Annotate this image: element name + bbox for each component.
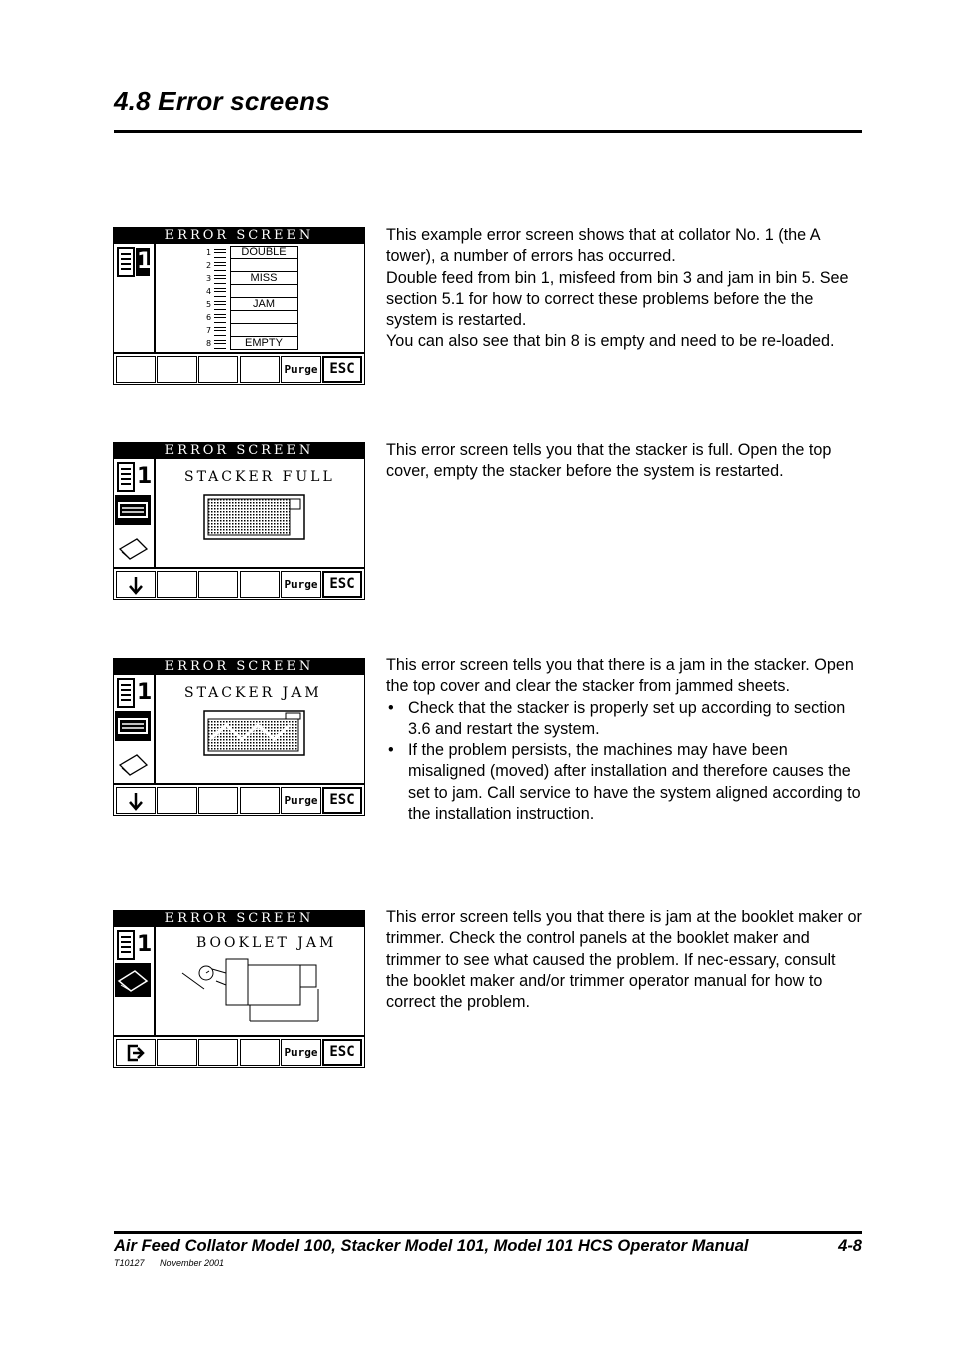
paper-sheet-icon: [115, 747, 151, 777]
esc-button[interactable]: ESC: [322, 571, 362, 598]
paragraph: This example error screen shows that at collator No. 1 (the A tower), a number of errors has occurred.: [386, 226, 820, 266]
screen-footer: [114, 352, 364, 384]
collator-number: 1: [137, 249, 153, 274]
collator-number: 1: [137, 932, 153, 957]
screen-header: ERROR SCREEN: [114, 443, 364, 459]
bin-icon: [214, 314, 226, 323]
booklet-jam-text: [386, 907, 862, 1013]
bin-number: 7: [206, 326, 212, 335]
title-rule: [114, 130, 862, 133]
stacker-full-illustration: [202, 493, 306, 541]
bin-number: 8: [206, 339, 212, 348]
exit-icon: [126, 1043, 146, 1063]
page-title: 4.8 Error screens: [114, 86, 330, 116]
stacker-icon: [115, 711, 151, 741]
bin-number: 3: [206, 274, 212, 283]
soft-key-3[interactable]: [198, 571, 238, 598]
stacker-jam-text: [386, 655, 862, 825]
bullet-item: • Check that the stacker is properly set up according to section 3.6 and restart the system.: [386, 698, 862, 741]
error-screen-booklet-jam: [113, 910, 365, 1068]
bin-row: [206, 337, 298, 350]
paragraph: You can also see that bin 8 is empty and need to be re-loaded.: [386, 332, 835, 351]
stacker-icon-selected[interactable]: [115, 495, 151, 525]
bin-row: [206, 311, 298, 324]
bin-status: [230, 259, 298, 272]
bin-status: [230, 311, 298, 324]
document-date: November 2001: [160, 1258, 225, 1268]
bin-status: [230, 324, 298, 337]
sidebar: [114, 675, 156, 783]
bin-number: 1: [206, 248, 212, 257]
bin-row: [206, 259, 298, 272]
paper-sheet-icon: [115, 531, 151, 561]
stacker-icon: [115, 495, 151, 525]
bin-row: [206, 298, 298, 311]
sidebar: [114, 244, 156, 352]
error-screen-stacker-full: [113, 442, 365, 600]
footer-rule: [114, 1231, 862, 1234]
scroll-down-button[interactable]: [116, 787, 156, 814]
collator-tower-icon[interactable]: [115, 246, 151, 276]
booklet-icon: [115, 963, 151, 997]
bin-row: [206, 285, 298, 298]
paper-icon[interactable]: [115, 531, 151, 561]
booklet-jam-label: BOOKLET JAM: [196, 935, 337, 951]
soft-key-3[interactable]: [198, 1039, 238, 1066]
bullet-item: • If the problem persists, the machines may have been misaligned (moved) after installation and therefore causes the set to jam. Call service to have the system aligned according to the installation instruction.: [386, 740, 862, 825]
soft-key-3[interactable]: [198, 787, 238, 814]
sidebar: [114, 459, 156, 567]
esc-button[interactable]: ESC: [322, 787, 362, 814]
page-number: 4-8: [838, 1237, 862, 1255]
soft-key-1[interactable]: [116, 356, 156, 383]
bin-row: [206, 272, 298, 285]
bin-number: 2: [206, 261, 212, 270]
purge-button[interactable]: Purge: [281, 1039, 321, 1066]
purge-button[interactable]: Purge: [281, 356, 321, 383]
collator-number: 1: [137, 464, 153, 489]
paper-icon[interactable]: [115, 747, 151, 777]
manual-title: Air Feed Collator Model 100, Stacker Model 101, Model 101 HCS Operator Manual: [114, 1237, 749, 1255]
esc-button[interactable]: ESC: [322, 1039, 362, 1066]
bin-status: DOUBLE: [230, 246, 298, 259]
soft-key-2[interactable]: [157, 571, 197, 598]
stacker-jam-label: STACKER JAM: [184, 685, 322, 701]
bin-row: [206, 246, 298, 259]
esc-button[interactable]: ESC: [322, 356, 362, 383]
screen-footer: [114, 1035, 364, 1067]
stacker-full-label: STACKER FULL: [184, 469, 335, 485]
bin-status: JAM: [230, 298, 298, 311]
error-screen-stacker-jam: [113, 658, 365, 816]
soft-key-3[interactable]: [198, 356, 238, 383]
soft-key-4[interactable]: [240, 571, 280, 598]
bin-row: [206, 324, 298, 337]
bin-icon: [214, 262, 226, 271]
soft-key-2[interactable]: [157, 1039, 197, 1066]
document-id: T10127: [114, 1258, 145, 1268]
soft-key-2[interactable]: [157, 356, 197, 383]
collator-tower-icon[interactable]: [115, 929, 151, 959]
paragraph: This error screen tells you that there is a jam in the stacker. Open the top cover and clear the stacker from jammed sheets.: [386, 656, 854, 696]
error-screen-collator: [113, 227, 365, 385]
booklet-icon-selected[interactable]: [115, 963, 151, 997]
bin-number: 5: [206, 300, 212, 309]
paragraph: This error screen tells you that there is jam at the booklet maker or trimmer. Check the control panels at the booklet maker and trimmer to see what caused the problem. If nec-essary, consult the booklet maker and/or trimmer operator manual for how to correct the problem.: [386, 908, 862, 1012]
soft-key-4[interactable]: [240, 1039, 280, 1066]
collator-number: 1: [137, 680, 153, 705]
stacker-jam-illustration: [202, 709, 306, 757]
bin-status: [230, 285, 298, 298]
soft-key-4[interactable]: [240, 356, 280, 383]
scroll-down-button[interactable]: [116, 571, 156, 598]
bin-icon: [214, 301, 226, 310]
purge-button[interactable]: Purge: [281, 787, 321, 814]
paragraph: This error screen tells you that the stacker is full. Open the top cover, empty the stacker before the system is restarted.: [386, 441, 832, 481]
bin-number: 4: [206, 287, 212, 296]
bin-icon: [214, 340, 226, 349]
bin-icon: [214, 249, 226, 258]
bin-icon: [214, 327, 226, 336]
bin-status-table: [206, 246, 298, 350]
arrow-down-icon: [128, 791, 144, 811]
collator-errors-text: [386, 225, 862, 353]
bin-number: 6: [206, 313, 212, 322]
arrow-down-icon: [128, 575, 144, 595]
stacker-icon-selected[interactable]: [115, 711, 151, 741]
bin-icon: [214, 275, 226, 284]
soft-key-2[interactable]: [157, 787, 197, 814]
paragraph: Double feed from bin 1, misfeed from bin 3 and jam in bin 5. See section 5.1 for how to correct these problems before the the system is restarted.: [386, 268, 849, 330]
collator-tower-icon[interactable]: [115, 461, 151, 491]
screen-header: ERROR SCREEN: [114, 911, 364, 927]
purge-button[interactable]: Purge: [281, 571, 321, 598]
soft-key-4[interactable]: [240, 787, 280, 814]
screen-footer: [114, 567, 364, 599]
collator-tower-icon[interactable]: [115, 677, 151, 707]
stacker-full-text: [386, 440, 862, 483]
bullet-list: [386, 698, 862, 826]
sidebar: [114, 927, 156, 1035]
screen-header: ERROR SCREEN: [114, 659, 364, 675]
screen-header: ERROR SCREEN: [114, 228, 364, 244]
bin-status: EMPTY: [230, 337, 298, 350]
screen-footer: [114, 783, 364, 815]
bin-status: MISS: [230, 272, 298, 285]
booklet-maker-illustration: [180, 955, 330, 1025]
exit-button[interactable]: [116, 1039, 156, 1066]
bin-icon: [214, 288, 226, 297]
